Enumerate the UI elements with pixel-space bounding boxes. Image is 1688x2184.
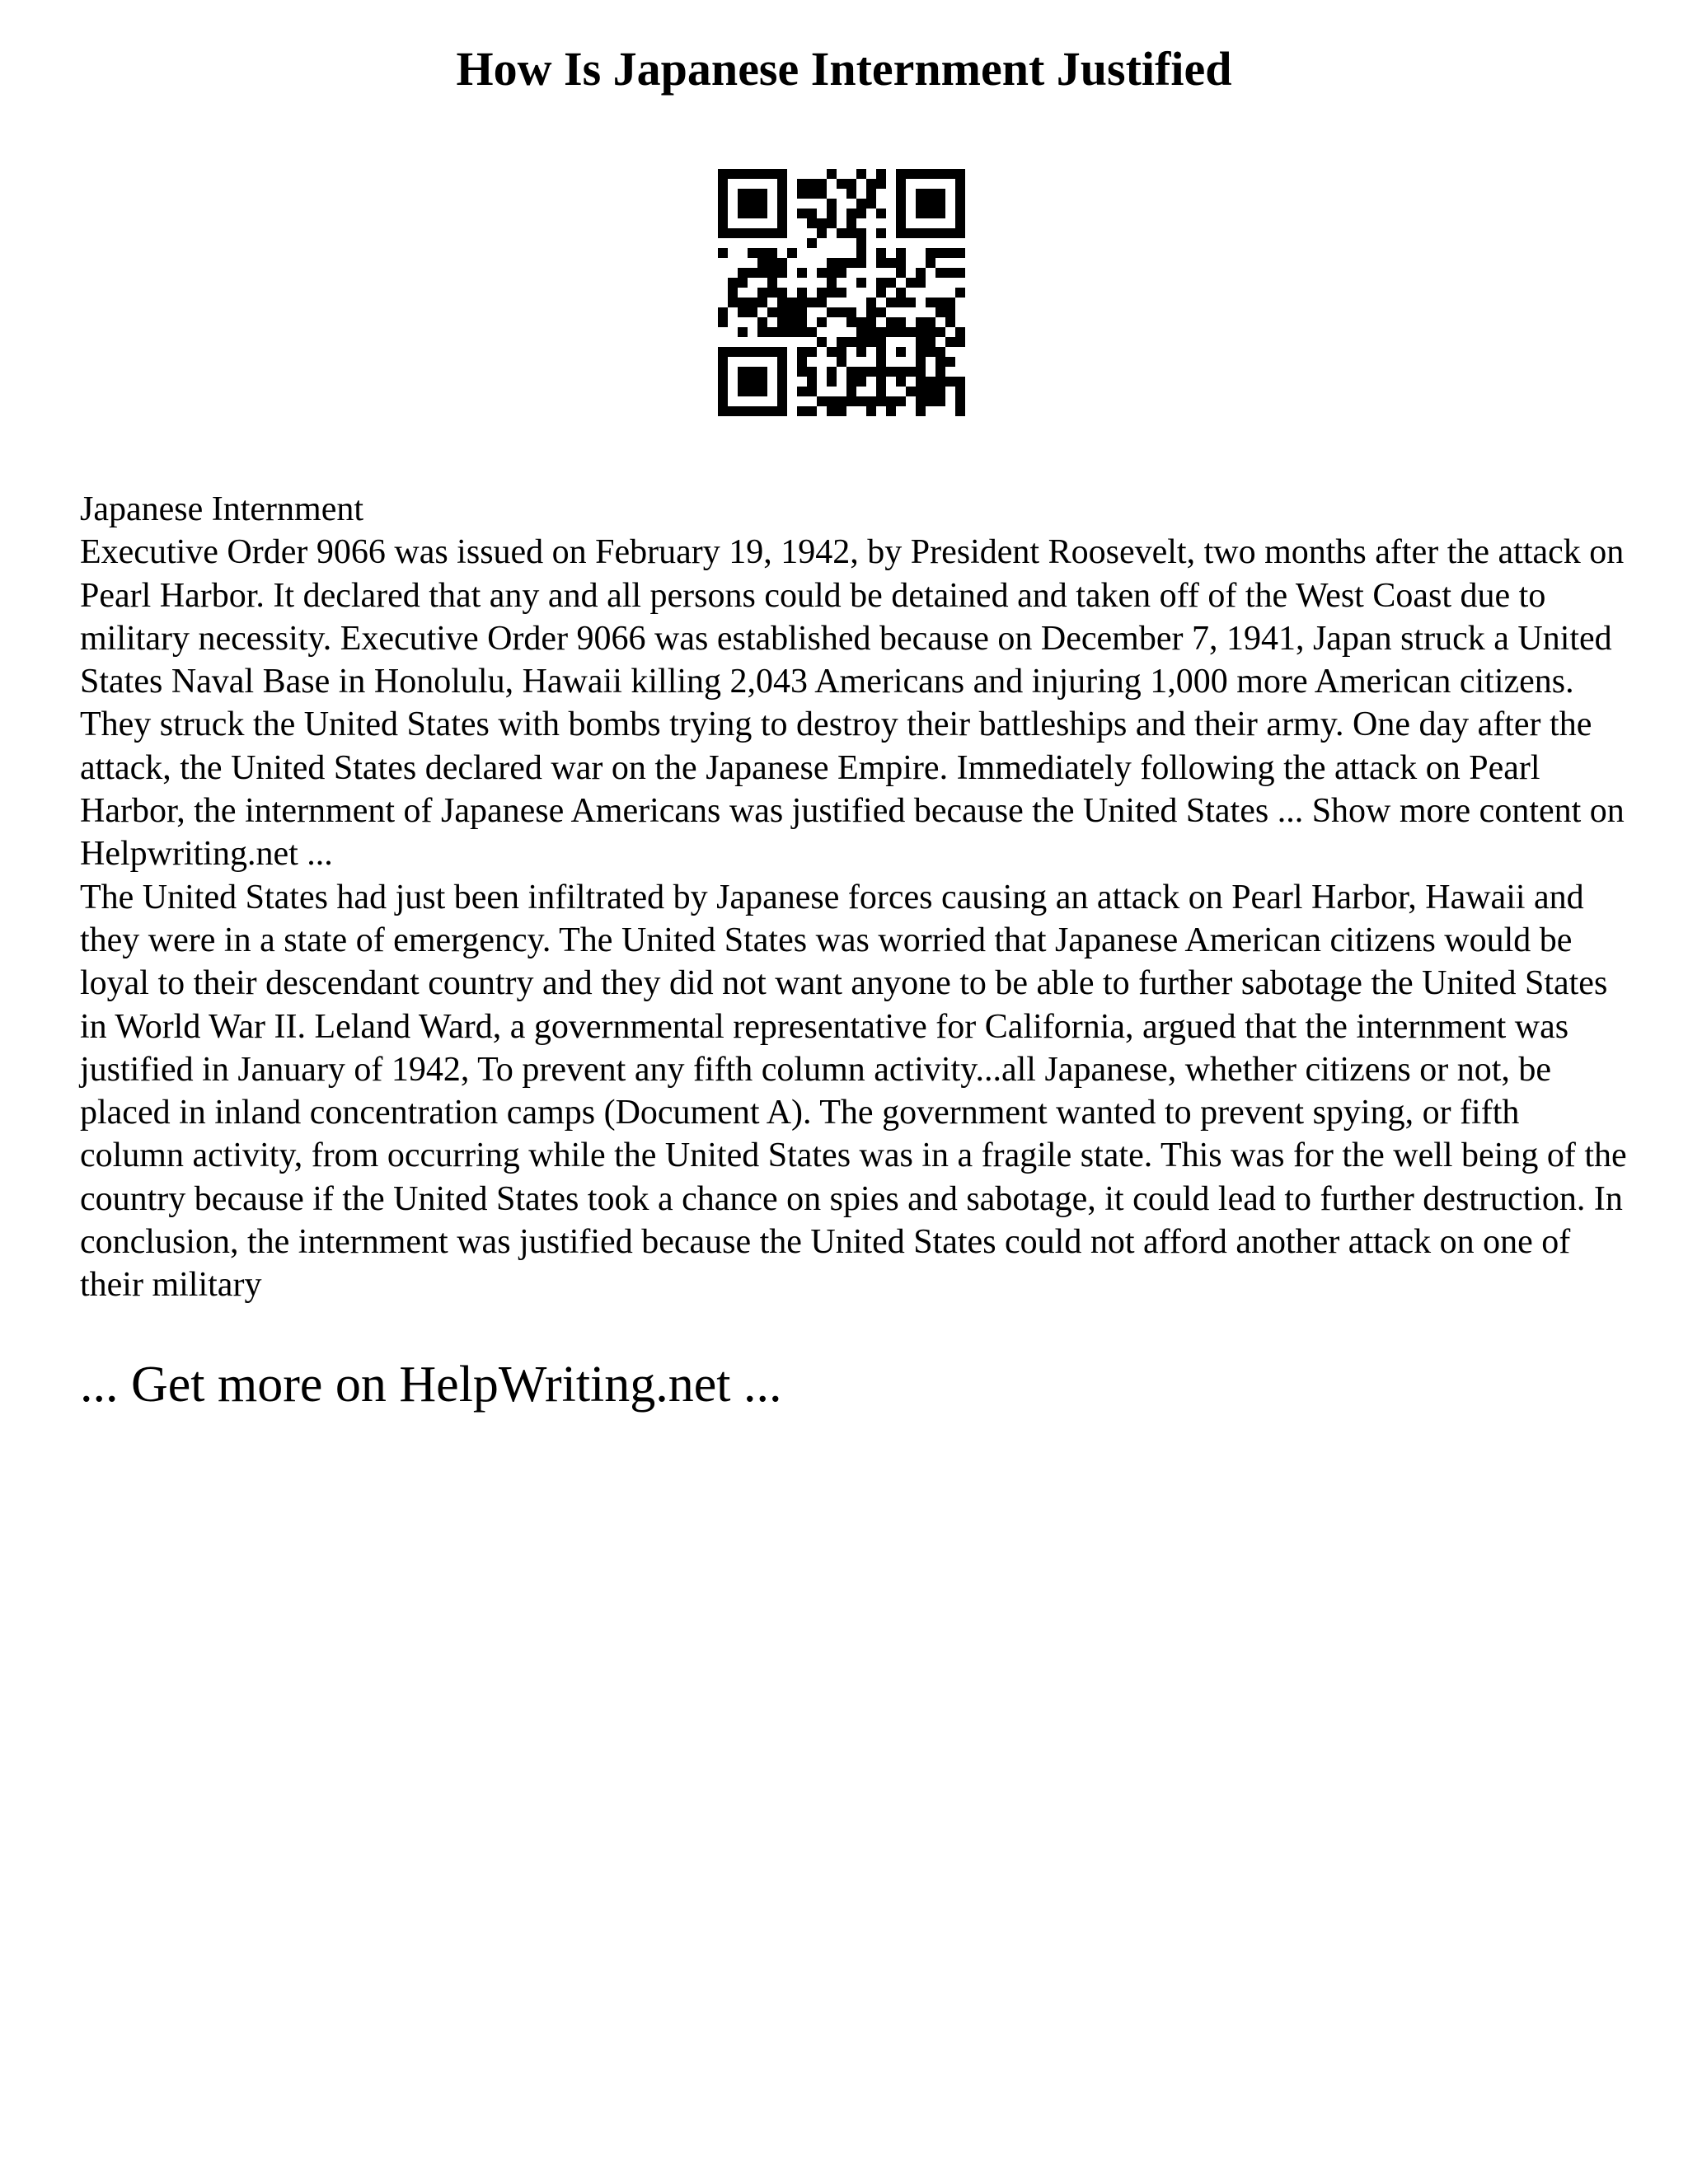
article-subtitle: Japanese Internment xyxy=(80,490,364,528)
article-paragraph-2: The United States had just been infiltrated by Japanese forces causing an attack on Pearl Harbor, Hawaii and they were in a state of emergency. The United States was worried that Japanese American citizens would be loyal to their descendant country and they did not want anyone to be able to further sabotage the United States in World War II. Leland Ward, a governmental representative for California, argued that the internment was justified in January of 1942, To prevent any fifth column activity...all Japanese, whether citizens or not, be placed in inland concentration camps (Document A). The government wanted to prevent spying, or fifth column activity, from occurring while the United States was in a fragile state. This was for the well being of the country because if the United States took a chance on spies and sabotage, it could lead to further destruction. In conclusion, the internment was justified because the United States could not afford another attack on one of their military xyxy=(80,878,1627,1305)
article-paragraph-1: Executive Order 9066 was issued on February 19, 1942, by President Roosevelt, two months after the attack on Pearl Harbor. It declared that any and all persons could be detained and taken off of the West Coast due to military necessity. Executive Order 9066 was established because on December 7, 1941, Japan struck a United States Naval Base in Honolulu, Hawaii killing 2,043 Americans and injuring 1,000 more American citizens. They struck the United States with bombs trying to destroy their battleships and their army. One day after the attack, the United States declared war on the Japanese Empire. Immediately following the attack on Pearl Harbor, the internment of Japanese Americans was justified because the United States ... Show more content on Helpwriting.net ... xyxy=(80,533,1625,874)
get-more-link[interactable]: ... Get more on HelpWriting.net ... xyxy=(80,1357,782,1413)
article-body xyxy=(80,488,1629,1307)
qr-code-icon xyxy=(718,169,965,416)
page-title: How Is Japanese Internment Justified xyxy=(456,42,1232,96)
